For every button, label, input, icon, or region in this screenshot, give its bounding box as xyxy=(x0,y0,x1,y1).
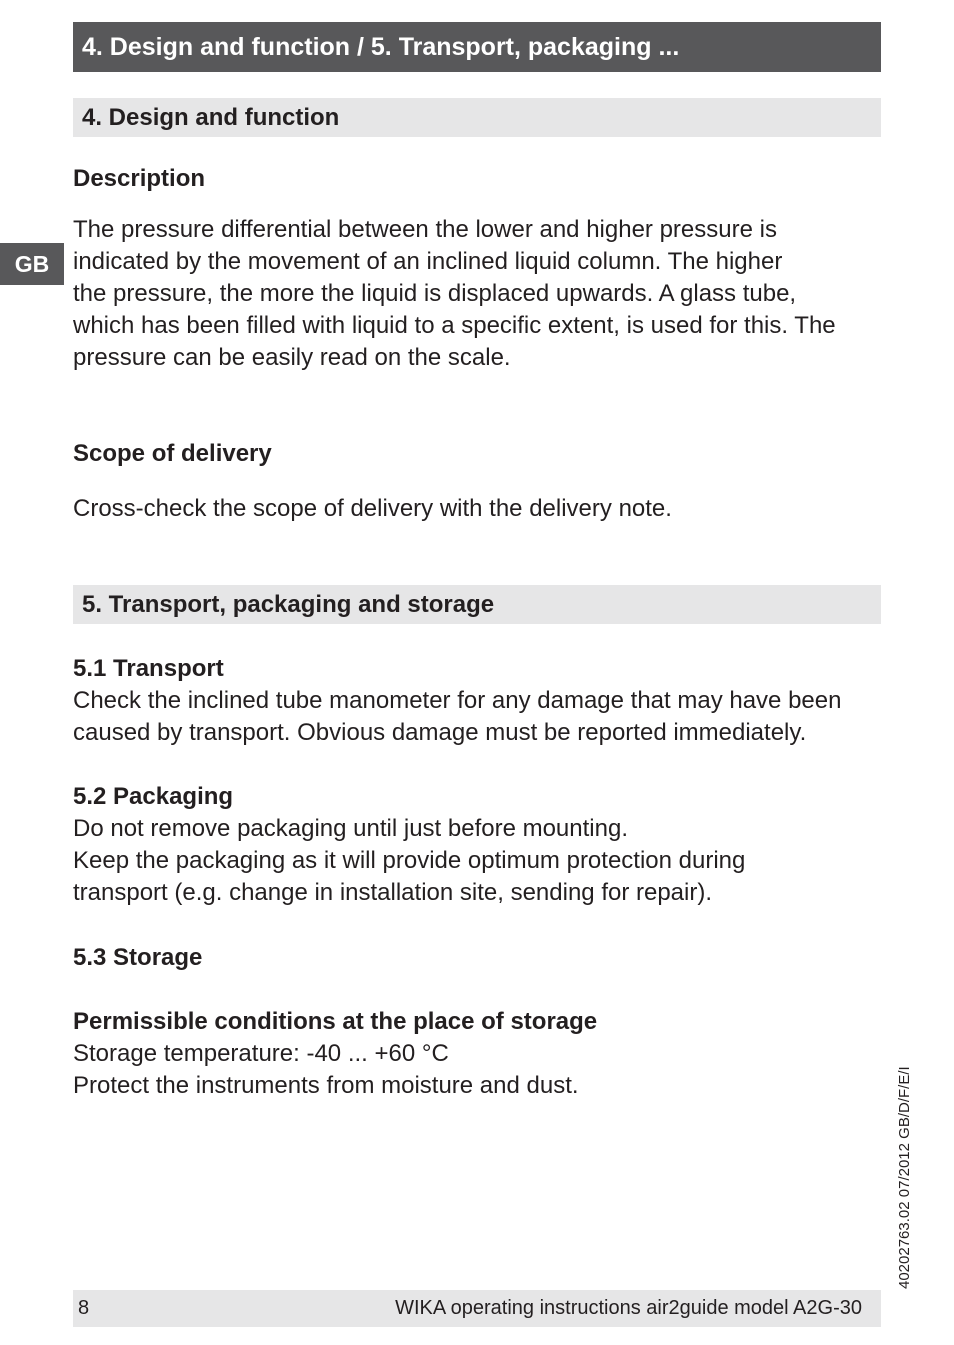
description-line: The pressure differential between the lower and higher pressure is xyxy=(73,216,777,243)
storage-paragraph xyxy=(73,1038,579,1102)
section-4-title: 4. Design and function xyxy=(73,98,881,137)
description-line: indicated by the movement of an inclined liquid column. The higher xyxy=(73,248,783,275)
transport-paragraph xyxy=(73,685,841,749)
description-line: pressure can be easily read on the scale. xyxy=(73,344,511,371)
storage-heading: 5.3 Storage xyxy=(73,944,203,971)
packaging-line: transport (e.g. change in installation site, sending for repair). xyxy=(73,879,713,906)
transport-line: Check the inclined tube manometer for any damage that may have been xyxy=(73,687,842,714)
description-heading: Description xyxy=(73,165,206,192)
storage-conditions-heading: Permissible conditions at the place of storage xyxy=(73,1008,598,1035)
transport-line: caused by transport. Obvious damage must be reported immediately. xyxy=(73,719,807,746)
footer-title: WIKA operating instructions air2guide model A2G-30 xyxy=(395,1297,862,1319)
storage-line: Protect the instruments from moisture and dust. xyxy=(73,1072,579,1099)
transport-heading: 5.1 Transport xyxy=(73,655,224,682)
document-code: 40202763.02 07/2012 GB/D/F/E/I xyxy=(896,1066,913,1289)
page-header: 4. Design and function / 5. Transport, packaging ... xyxy=(73,22,881,72)
scope-text: Cross-check the scope of delivery with the delivery note. xyxy=(73,495,672,522)
description-line: the pressure, the more the liquid is displaced upwards. A glass tube, xyxy=(73,280,797,307)
section-5-title: 5. Transport, packaging and storage xyxy=(73,585,881,624)
packaging-line: Do not remove packaging until just before mounting. xyxy=(73,815,628,842)
scope-heading: Scope of delivery xyxy=(73,440,272,467)
page-footer xyxy=(73,1290,881,1327)
packaging-paragraph xyxy=(73,813,745,909)
packaging-heading: 5.2 Packaging xyxy=(73,783,234,810)
page-number: 8 xyxy=(78,1297,90,1319)
storage-line: Storage temperature: -40 ... +60 °C xyxy=(73,1040,449,1067)
description-paragraph xyxy=(73,214,836,374)
language-tab: GB xyxy=(0,243,64,285)
description-line: which has been filled with liquid to a specific extent, is used for this. The xyxy=(73,312,836,339)
packaging-line: Keep the packaging as it will provide optimum protection during xyxy=(73,847,746,874)
